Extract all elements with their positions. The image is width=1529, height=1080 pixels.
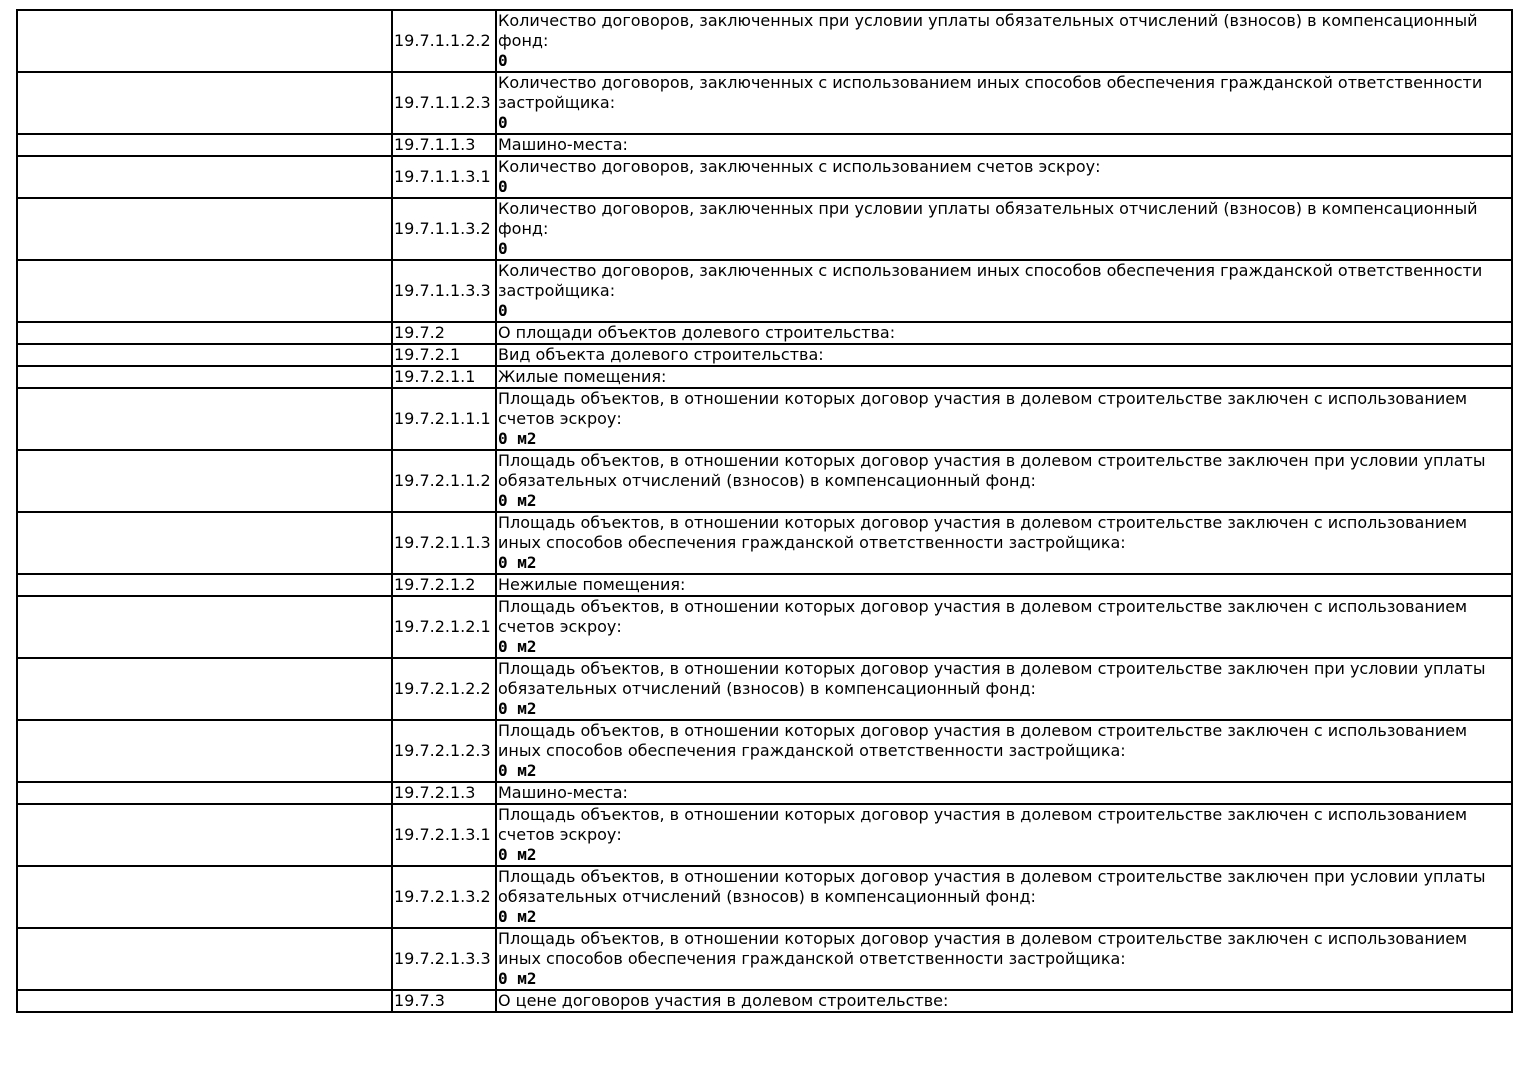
item-label: Количество договоров, заключенных с использованием счетов эскроу: bbox=[498, 157, 1101, 176]
table-row bbox=[17, 156, 1512, 198]
item-value: 0 bbox=[498, 239, 508, 258]
item-number: 19.7.2.1.2.3 bbox=[392, 720, 496, 782]
item-number: 19.7.2.1.1.3 bbox=[392, 512, 496, 574]
empty-cell bbox=[17, 198, 392, 260]
item-number: 19.7.2.1.1 bbox=[392, 366, 496, 388]
item-content bbox=[496, 928, 1512, 990]
item-number: 19.7.2.1.3.1 bbox=[392, 804, 496, 866]
item-number: 19.7.1.1.2.2 bbox=[392, 10, 496, 72]
item-content bbox=[496, 450, 1512, 512]
item-content bbox=[496, 782, 1512, 804]
item-number: 19.7.3 bbox=[392, 990, 496, 1012]
item-value: 0 bbox=[498, 301, 508, 320]
item-number: 19.7.2.1.3 bbox=[392, 782, 496, 804]
empty-cell bbox=[17, 10, 392, 72]
item-content bbox=[496, 134, 1512, 156]
item-number: 19.7.1.1.3.2 bbox=[392, 198, 496, 260]
item-content bbox=[496, 344, 1512, 366]
empty-cell bbox=[17, 866, 392, 928]
table-row bbox=[17, 388, 1512, 450]
table-row bbox=[17, 134, 1512, 156]
empty-cell bbox=[17, 720, 392, 782]
item-label: О площади объектов долевого строительства: bbox=[498, 323, 896, 342]
item-value: 0 м2 bbox=[498, 907, 537, 926]
declaration-table bbox=[16, 9, 1513, 1013]
item-label: Вид объекта долевого строительства: bbox=[498, 345, 824, 364]
empty-cell bbox=[17, 72, 392, 134]
table-row bbox=[17, 344, 1512, 366]
item-value: 0 bbox=[498, 51, 508, 70]
item-content bbox=[496, 720, 1512, 782]
item-value: 0 bbox=[498, 177, 508, 196]
item-number: 19.7.2.1 bbox=[392, 344, 496, 366]
item-content bbox=[496, 322, 1512, 344]
item-number: 19.7.1.1.3.1 bbox=[392, 156, 496, 198]
table-row bbox=[17, 658, 1512, 720]
item-number: 19.7.1.1.2.3 bbox=[392, 72, 496, 134]
empty-cell bbox=[17, 322, 392, 344]
item-label: Количество договоров, заключенных при условии уплаты обязательных отчислений (взносов) в компенсационный фонд: bbox=[498, 199, 1478, 238]
table-row bbox=[17, 322, 1512, 344]
item-value: 0 м2 bbox=[498, 761, 537, 780]
item-label: Площадь объектов, в отношении которых договор участия в долевом строительстве заключен при условии уплаты обязательных отчислений (взносов) в компенсационный фонд: bbox=[498, 659, 1486, 698]
item-label: Площадь объектов, в отношении которых договор участия в долевом строительстве заключен с использованием иных способов обеспечения гражданской ответственности застройщика: bbox=[498, 721, 1468, 760]
item-number: 19.7.2.1.2.2 bbox=[392, 658, 496, 720]
table-row bbox=[17, 596, 1512, 658]
item-content bbox=[496, 596, 1512, 658]
item-content bbox=[496, 260, 1512, 322]
table-row bbox=[17, 866, 1512, 928]
empty-cell bbox=[17, 260, 392, 322]
item-number: 19.7.2.1.3.2 bbox=[392, 866, 496, 928]
item-label: Машино-места: bbox=[498, 783, 628, 802]
item-content bbox=[496, 366, 1512, 388]
declaration-table-body bbox=[17, 10, 1512, 1012]
item-content bbox=[496, 512, 1512, 574]
item-value: 0 bbox=[498, 113, 508, 132]
table-row bbox=[17, 10, 1512, 72]
item-label: Машино-места: bbox=[498, 135, 628, 154]
item-content bbox=[496, 388, 1512, 450]
item-content bbox=[496, 804, 1512, 866]
item-label: Площадь объектов, в отношении которых договор участия в долевом строительстве заключен с использованием иных способов обеспечения гражданской ответственности застройщика: bbox=[498, 929, 1468, 968]
item-value: 0 м2 bbox=[498, 637, 537, 656]
item-number: 19.7.2.1.3.3 bbox=[392, 928, 496, 990]
empty-cell bbox=[17, 596, 392, 658]
item-content bbox=[496, 866, 1512, 928]
table-row bbox=[17, 198, 1512, 260]
item-content bbox=[496, 990, 1512, 1012]
item-label: Нежилые помещения: bbox=[498, 575, 686, 594]
item-value: 0 м2 bbox=[498, 969, 537, 988]
item-label: Площадь объектов, в отношении которых договор участия в долевом строительстве заключен с использованием счетов эскроу: bbox=[498, 389, 1468, 428]
item-value: 0 м2 bbox=[498, 429, 537, 448]
item-label: Количество договоров, заключенных с использованием иных способов обеспечения гражданской ответственности застройщика: bbox=[498, 73, 1483, 112]
item-label: Количество договоров, заключенных с использованием иных способов обеспечения гражданской ответственности застройщика: bbox=[498, 261, 1483, 300]
empty-cell bbox=[17, 512, 392, 574]
item-content bbox=[496, 574, 1512, 596]
empty-cell bbox=[17, 156, 392, 198]
empty-cell bbox=[17, 782, 392, 804]
empty-cell bbox=[17, 574, 392, 596]
item-number: 19.7.1.1.3 bbox=[392, 134, 496, 156]
item-value: 0 м2 bbox=[498, 845, 537, 864]
item-label: Площадь объектов, в отношении которых договор участия в долевом строительстве заключен при условии уплаты обязательных отчислений (взносов) в компенсационный фонд: bbox=[498, 451, 1486, 490]
item-value: 0 м2 bbox=[498, 699, 537, 718]
empty-cell bbox=[17, 990, 392, 1012]
empty-cell bbox=[17, 450, 392, 512]
item-content bbox=[496, 198, 1512, 260]
empty-cell bbox=[17, 928, 392, 990]
item-label: Количество договоров, заключенных при условии уплаты обязательных отчислений (взносов) в компенсационный фонд: bbox=[498, 11, 1478, 50]
table-row bbox=[17, 574, 1512, 596]
item-content bbox=[496, 72, 1512, 134]
empty-cell bbox=[17, 366, 392, 388]
table-row bbox=[17, 366, 1512, 388]
table-row bbox=[17, 72, 1512, 134]
item-content bbox=[496, 658, 1512, 720]
item-number: 19.7.2 bbox=[392, 322, 496, 344]
item-label: Площадь объектов, в отношении которых договор участия в долевом строительстве заключен с использованием иных способов обеспечения гражданской ответственности застройщика: bbox=[498, 513, 1468, 552]
empty-cell bbox=[17, 344, 392, 366]
item-number: 19.7.2.1.1.2 bbox=[392, 450, 496, 512]
item-number: 19.7.1.1.3.3 bbox=[392, 260, 496, 322]
item-content bbox=[496, 10, 1512, 72]
empty-cell bbox=[17, 658, 392, 720]
item-label: Жилые помещения: bbox=[498, 367, 667, 386]
empty-cell bbox=[17, 134, 392, 156]
item-label: Площадь объектов, в отношении которых договор участия в долевом строительстве заключен с использованием счетов эскроу: bbox=[498, 805, 1468, 844]
table-row bbox=[17, 260, 1512, 322]
item-number: 19.7.2.1.2 bbox=[392, 574, 496, 596]
table-row bbox=[17, 512, 1512, 574]
table-row bbox=[17, 804, 1512, 866]
table-row bbox=[17, 450, 1512, 512]
table-row bbox=[17, 720, 1512, 782]
table-row bbox=[17, 782, 1512, 804]
item-label: Площадь объектов, в отношении которых договор участия в долевом строительстве заключен при условии уплаты обязательных отчислений (взносов) в компенсационный фонд: bbox=[498, 867, 1486, 906]
item-number: 19.7.2.1.1.1 bbox=[392, 388, 496, 450]
table-row bbox=[17, 928, 1512, 990]
item-content bbox=[496, 156, 1512, 198]
table-row bbox=[17, 990, 1512, 1012]
item-label: О цене договоров участия в долевом строительстве: bbox=[498, 991, 949, 1010]
item-label: Площадь объектов, в отношении которых договор участия в долевом строительстве заключен с использованием счетов эскроу: bbox=[498, 597, 1468, 636]
empty-cell bbox=[17, 388, 392, 450]
item-value: 0 м2 bbox=[498, 491, 537, 510]
item-number: 19.7.2.1.2.1 bbox=[392, 596, 496, 658]
item-value: 0 м2 bbox=[498, 553, 537, 572]
empty-cell bbox=[17, 804, 392, 866]
